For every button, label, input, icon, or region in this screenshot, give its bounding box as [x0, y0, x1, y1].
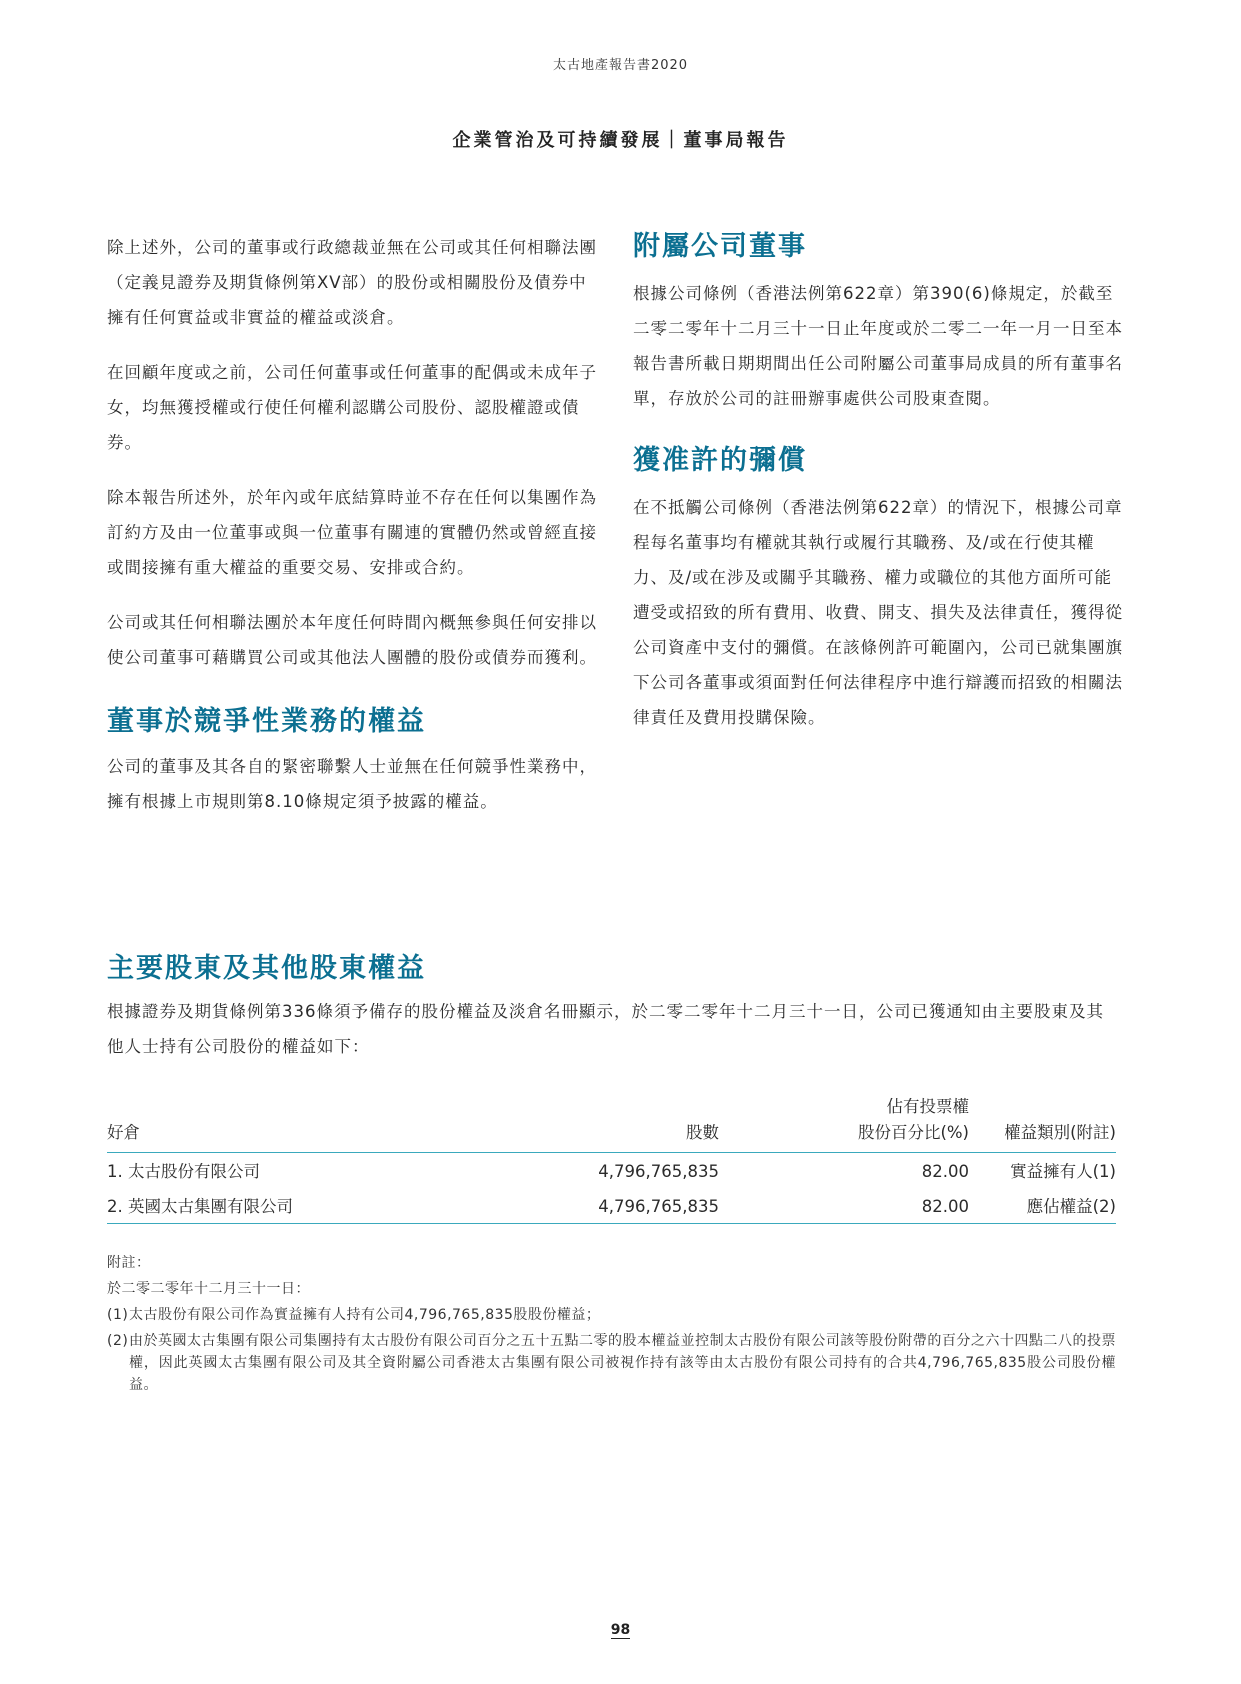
header-percentage: [719, 1094, 969, 1153]
paragraph: 公司的董事及其各自的緊密聯繫人士並無在任何競爭性業務中，擁有根據上市規則第8.10條規定須予披露的權益。: [107, 757, 597, 811]
heading-permitted-indemnity: 獲准許的彌償: [633, 445, 807, 476]
cell-shares: 4,796,765,835: [598, 1162, 719, 1181]
shareholders-intro: 根據證券及期貨條例第336條須予備存的股份權益及淡倉名冊顯示，於二零二零年十二月三十一日，公司已獲通知由主要股東及其他人士持有公司股份的權益如下：: [107, 1002, 1104, 1056]
shareholders-table: [107, 1094, 1116, 1224]
header-percentage-line2: 股份百分比(%): [857, 1123, 969, 1142]
running-header: 太古地產報告書2020: [552, 58, 689, 73]
table-row: [107, 1188, 1116, 1224]
paragraph: 除上述外，公司的董事或行政總裁並無在公司或其任何相聯法團（定義見證券及期貨條例第XV部）的股份或相關股份及債券中擁有任何實益或非實益的權益或淡倉。: [107, 238, 597, 327]
cell-holder-name: 1. 太古股份有限公司: [107, 1162, 260, 1181]
left-column: [107, 230, 603, 839]
notes-date: 於二零二零年十二月三十一日：: [107, 1281, 310, 1297]
heading-competing-business: 董事於競爭性業務的權益: [107, 706, 426, 737]
paragraph: 在回顧年度或之前，公司任何董事或任何董事的配偶或未成年子女，均無獲授權或行使任何權利認購公司股份、認股權證或債券。: [107, 363, 597, 452]
cell-interest-type: 實益擁有人(1): [1010, 1162, 1116, 1181]
note-text: 由於英國太古集團有限公司集團持有太古股份有限公司百分之五十五點二零的股本權益並控制太古股份有限公司該等股份附帶的百分之六十四點二八的投票權，因此英國太古集團有限公司及其全資附屬公司香港太古集團有限公司被視作持有該等由太古股份有限公司持有的合共4,796,765,835股公司股份權益。: [129, 1333, 1116, 1393]
note-number: (2): [107, 1333, 129, 1349]
header-percentage-line1: 佔有投票權: [886, 1097, 969, 1116]
cell-shares: 4,796,765,835: [598, 1197, 719, 1216]
paragraph: 根據公司條例（香港法例第622章）第390(6)條規定，於截至二零二零年十二月三十一日止年度或於二零二一年一月一日至本報告書所載日期期間出任公司附屬公司董事局成員的所有董事名單，存放於公司的註冊辦事處供公司股東查閱。: [633, 284, 1123, 408]
right-column: [633, 230, 1129, 755]
table-header-row: [107, 1094, 1116, 1153]
note-text: 太古股份有限公司作為實益擁有人持有公司4,796,765,835股股份權益；: [129, 1307, 601, 1323]
cell-percentage: 82.00: [921, 1197, 969, 1216]
note-number: (1): [107, 1307, 129, 1323]
header-shares: 股數: [686, 1123, 719, 1142]
shareholders-section: [107, 950, 1116, 1396]
heading-substantial-shareholders: 主要股東及其他股東權益: [107, 953, 426, 984]
note-item: [107, 1302, 1116, 1328]
table-row: [107, 1153, 1116, 1189]
cell-holder-name: 2. 英國太古集團有限公司: [107, 1197, 293, 1216]
paragraph: 在不抵觸公司條例（香港法例第622章）的情況下，根據公司章程每名董事均有權就其執行或履行其職務、及/或在行使其權力、及/或在涉及或關乎其職務、權力或職位的其他方面所可能遭受或招致的所有費用、收費、開支、損失及法律責任，獲得從公司資產中支付的彌償。在該條例許可範圍內，公司已就集團旗下公司各董事或須面對任何法律程序中進行辯護而招致的相關法律責任及費用投購保險。: [633, 498, 1123, 727]
header-interest-type: 權益類別(附註): [1004, 1123, 1116, 1142]
cell-percentage: 82.00: [921, 1162, 969, 1181]
paragraph: 除本報告所述外，於年內或年底結算時並不存在任何以集團作為訂約方及由一位董事或與一位董事有關連的實體仍然或曾經直接或間接擁有重大權益的重要交易、安排或合約。: [107, 488, 597, 577]
cell-interest-type: 應佔權益(2): [1026, 1197, 1116, 1216]
note-item: [107, 1328, 1116, 1396]
notes-label: 附註：: [107, 1255, 151, 1271]
heading-subsidiary-directors: 附屬公司董事: [633, 231, 807, 262]
notes: [107, 1250, 1116, 1396]
header-long-position: 好倉: [107, 1123, 140, 1142]
section-title: 企業管治及可持續發展｜董事局報告: [452, 130, 789, 151]
page-number: 98: [610, 1622, 631, 1638]
paragraph: 公司或其任何相聯法團於本年度任何時間內概無參與任何安排以使公司董事可藉購買公司或其他法人團體的股份或債券而獲利。: [107, 613, 597, 667]
